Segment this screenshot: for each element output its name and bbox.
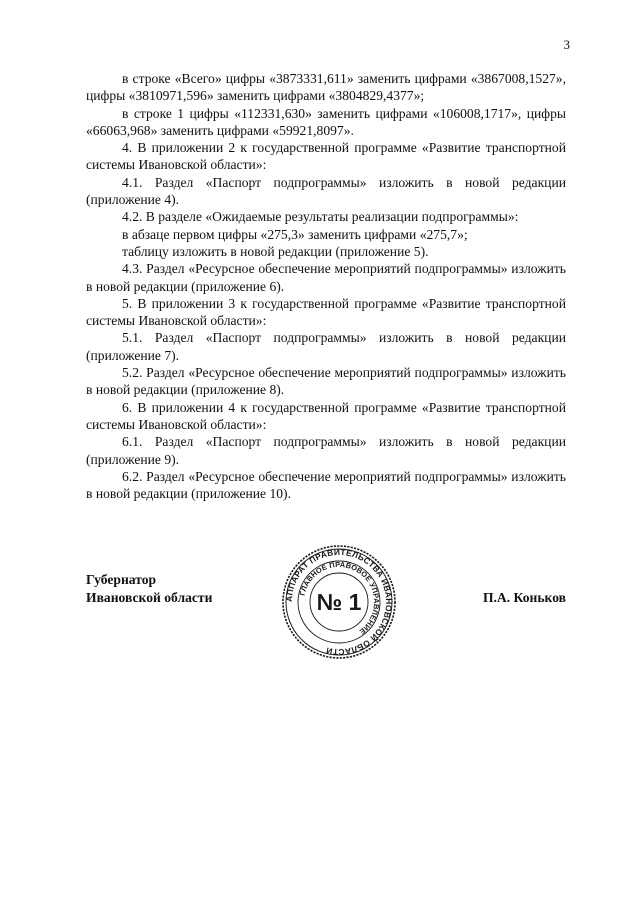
paragraph: в строке «Всего» цифры «3873331,611» заменить цифрами «3867008,1527», цифры «3810971,596» заменить цифрами «3804829,4377»;: [86, 71, 566, 104]
paragraph: 6.1. Раздел «Паспорт подпрограммы» изложить в новой редакции (приложение 9).: [86, 434, 566, 467]
paragraph: в абзаце первом цифры «275,3» заменить цифрами «275,7»;: [122, 226, 468, 242]
paragraph: 4.2. В разделе «Ожидаемые результаты реализации подпрограммы»:: [122, 209, 519, 225]
signature-position-line1: Губернатор: [86, 572, 157, 587]
page-number: 3: [563, 37, 570, 52]
paragraph: 4. В приложении 2 к государственной программе «Развитие транспортной системы Ивановской области»:: [86, 140, 566, 173]
paragraph: в строке 1 цифры «112331,630» заменить цифрами «106008,1717», цифры «66063,968» заменить цифрами «59921,8097».: [86, 105, 566, 138]
paragraph: 4.3. Раздел «Ресурсное обеспечение мероприятий подпрограммы» изложить в новой редакции (приложение 6).: [86, 261, 566, 294]
svg-text:ГЛАВНОЕ ПРАВОВОЕ УПРАВЛЕНИЕ: ГЛАВНОЕ ПРАВОВОЕ УПРАВЛЕНИЕ: [297, 559, 382, 637]
paragraph: 5.1. Раздел «Паспорт подпрограммы» изложить в новой редакции (приложение 7).: [86, 330, 566, 363]
paragraph: 6. В приложении 4 к государственной программе «Развитие транспортной системы Ивановской области»:: [86, 399, 566, 432]
paragraph: 5.2. Раздел «Ресурсное обеспечение мероприятий подпрограммы» изложить в новой редакции (приложение 8).: [86, 365, 566, 398]
paragraph: 6.2. Раздел «Ресурсное обеспечение мероприятий подпрограммы» изложить в новой редакции (приложение 10).: [86, 468, 566, 502]
document-body: [86, 70, 566, 502]
svg-text:№ 1: № 1: [316, 589, 362, 615]
signature-position: [86, 571, 212, 607]
paragraph: 5. В приложении 3 к государственной программе «Развитие транспортной системы Ивановской области»:: [86, 295, 566, 329]
stamp-seal: [281, 544, 397, 660]
paragraph: 4.1. Раздел «Паспорт подпрограммы» изложить в новой редакции (приложение 4).: [86, 174, 566, 208]
signature-name: П.А. Коньков: [482, 590, 566, 605]
paragraph: таблицу изложить в новой редакции (приложение 5).: [122, 243, 429, 259]
svg-text:АППАРАТ ПРАВИТЕЛЬСТВА ИВАНОВСК: АППАРАТ ПРАВИТЕЛЬСТВА ИВАНОВСКОЙ ОБЛАСТИ: [283, 546, 395, 658]
signature-position-line2: Ивановской области: [86, 590, 213, 605]
